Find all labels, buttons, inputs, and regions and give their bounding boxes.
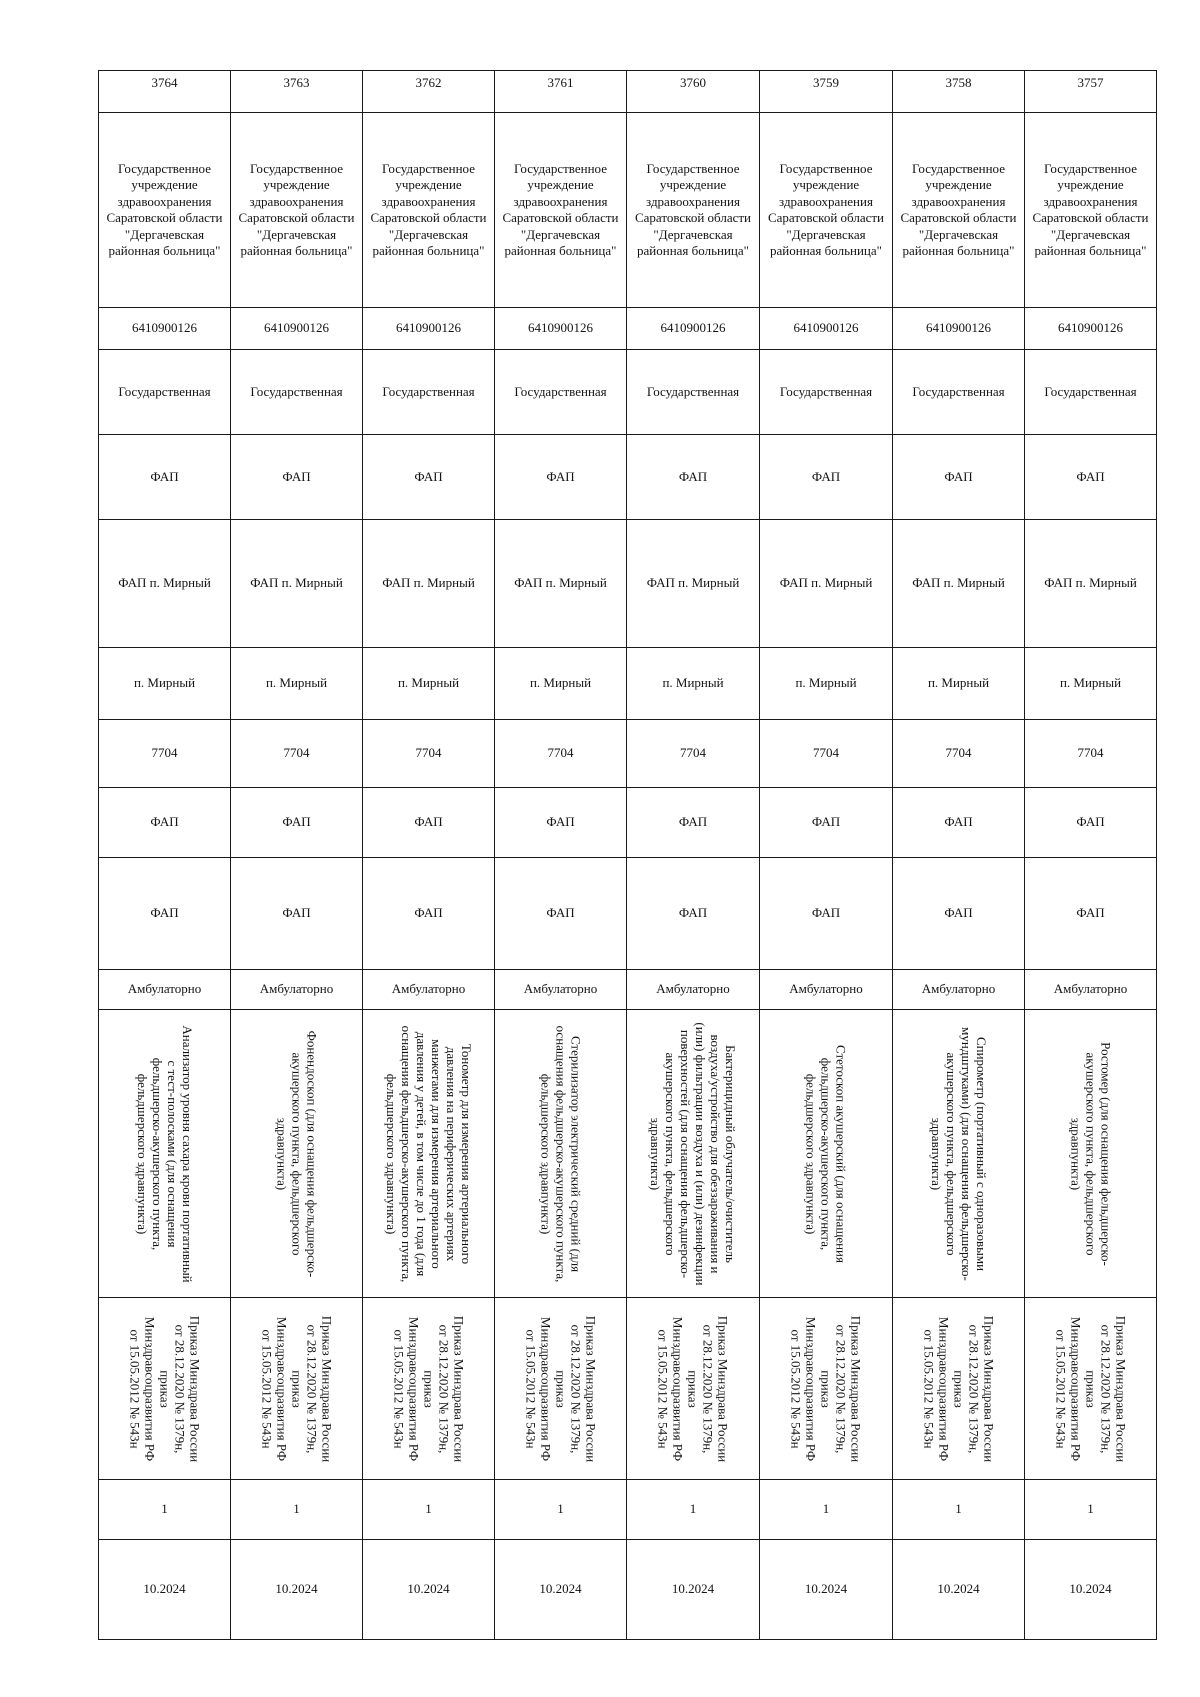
cell-facility-type: ФАП xyxy=(760,435,893,520)
cell-quantity: 1 xyxy=(1025,1480,1157,1540)
row-quantity xyxy=(99,1480,1157,1540)
cell-locality: п. Мирный xyxy=(363,648,495,720)
cell-unit: ФАП п. Мирный xyxy=(231,520,363,648)
row-locality xyxy=(99,648,1157,720)
equipment-table xyxy=(98,70,1157,1640)
cell-equipment xyxy=(893,1010,1025,1298)
row-facility-type xyxy=(99,435,1157,520)
cell-facility-type: ФАП xyxy=(495,435,627,520)
cell-care-form: Амбулаторно xyxy=(1025,970,1157,1010)
cell-organization: Государственное учреждение здравоохранения Саратовской области "Дергачевская районная больница" xyxy=(1025,113,1157,308)
cell-record-id: 3762 xyxy=(363,71,495,113)
cell-subunit: ФАП xyxy=(363,788,495,858)
cell-organization: Государственное учреждение здравоохранения Саратовской области "Дергачевская районная больница" xyxy=(495,113,627,308)
cell-organization: Государственное учреждение здравоохранения Саратовской области "Дергачевская районная больница" xyxy=(99,113,231,308)
cell-department: ФАП xyxy=(760,858,893,970)
cell-code: 7704 xyxy=(495,720,627,788)
cell-inn: 6410900126 xyxy=(99,308,231,350)
cell-department: ФАП xyxy=(231,858,363,970)
cell-regulation xyxy=(231,1298,363,1480)
cell-subunit: ФАП xyxy=(893,788,1025,858)
cell-equipment xyxy=(1025,1010,1157,1298)
cell-organization: Государственное учреждение здравоохранения Саратовской области "Дергачевская районная больница" xyxy=(760,113,893,308)
cell-equipment xyxy=(99,1010,231,1298)
cell-quantity: 1 xyxy=(363,1480,495,1540)
row-inn xyxy=(99,308,1157,350)
cell-organization: Государственное учреждение здравоохранения Саратовской области "Дергачевская районная больница" xyxy=(363,113,495,308)
cell-care-form: Амбулаторно xyxy=(363,970,495,1010)
cell-equipment xyxy=(495,1010,627,1298)
cell-record-id: 3764 xyxy=(99,71,231,113)
cell-facility-type: ФАП xyxy=(231,435,363,520)
cell-facility-type: ФАП xyxy=(893,435,1025,520)
row-department xyxy=(99,858,1157,970)
cell-inn: 6410900126 xyxy=(627,308,760,350)
cell-department: ФАП xyxy=(99,858,231,970)
cell-code: 7704 xyxy=(1025,720,1157,788)
cell-quantity: 1 xyxy=(893,1480,1025,1540)
cell-record-id: 3761 xyxy=(495,71,627,113)
cell-care-form: Амбулаторно xyxy=(893,970,1025,1010)
cell-subunit: ФАП xyxy=(1025,788,1157,858)
cell-code: 7704 xyxy=(627,720,760,788)
cell-record-id: 3759 xyxy=(760,71,893,113)
cell-subunit: ФАП xyxy=(495,788,627,858)
cell-date: 10.2024 xyxy=(363,1540,495,1640)
cell-locality: п. Мирный xyxy=(495,648,627,720)
regulation-text: Приказ Минздрава России от 28.12.2020 № 1379н, приказ Минздравсоцразвития РФ от 15.05.2012 № 543н xyxy=(259,1315,334,1462)
cell-unit: ФАП п. Мирный xyxy=(893,520,1025,648)
cell-department: ФАП xyxy=(893,858,1025,970)
regulation-text: Приказ Минздрава России от 28.12.2020 № 1379н, приказ Минздравсоцразвития РФ от 15.05.2012 № 543н xyxy=(1053,1315,1128,1462)
cell-locality: п. Мирный xyxy=(1025,648,1157,720)
cell-quantity: 1 xyxy=(760,1480,893,1540)
cell-department: ФАП xyxy=(495,858,627,970)
cell-regulation xyxy=(99,1298,231,1480)
equipment-text: Тонометр для измерения артериального давления на периферических артериях манжетами для измерения артериального давления у детей, в том числе до 1 года (для оснащения фельдшерско-акушерского пункта, фельдшерского здравпункта) xyxy=(383,1025,474,1282)
cell-regulation xyxy=(495,1298,627,1480)
cell-care-form: Амбулаторно xyxy=(99,970,231,1010)
cell-locality: п. Мирный xyxy=(760,648,893,720)
cell-facility-type: ФАП xyxy=(1025,435,1157,520)
equipment-text: Анализатор уровня сахара крови портативный с тест-полосками (для оснащения фельдшерско-акушерского пункта, фельдшерского здравпункта) xyxy=(134,1024,195,1283)
cell-regulation xyxy=(627,1298,760,1480)
cell-equipment xyxy=(231,1010,363,1298)
cell-inn: 6410900126 xyxy=(760,308,893,350)
regulation-text: Приказ Минздрава России от 28.12.2020 № 1379н, приказ Минздравсоцразвития РФ от 15.05.2012 № 543н xyxy=(391,1315,466,1462)
cell-organization: Государственное учреждение здравоохранения Саратовской области "Дергачевская районная больница" xyxy=(627,113,760,308)
cell-subunit: ФАП xyxy=(99,788,231,858)
equipment-text: Ростомер (для оснащения фельдшерско-акушерского пункта, фельдшерского здравпункта) xyxy=(1068,1041,1113,1266)
cell-code: 7704 xyxy=(231,720,363,788)
row-record-id xyxy=(99,71,1157,113)
cell-record-id: 3757 xyxy=(1025,71,1157,113)
cell-regulation xyxy=(363,1298,495,1480)
row-subunit xyxy=(99,788,1157,858)
row-code xyxy=(99,720,1157,788)
cell-unit: ФАП п. Мирный xyxy=(1025,520,1157,648)
cell-care-form: Амбулаторно xyxy=(495,970,627,1010)
cell-equipment xyxy=(627,1010,760,1298)
cell-subunit: ФАП xyxy=(760,788,893,858)
cell-inn: 6410900126 xyxy=(363,308,495,350)
cell-code: 7704 xyxy=(893,720,1025,788)
cell-ownership: Государственная xyxy=(495,350,627,435)
cell-date: 10.2024 xyxy=(893,1540,1025,1640)
regulation-text: Приказ Минздрава России от 28.12.2020 № 1379н, приказ Минздравсоцразвития РФ от 15.05.2012 № 543н xyxy=(655,1315,731,1462)
equipment-text: Стерилизатор электрический средний (для оснащения фельдшерско-акушерского пункта, фельдшерского здравпункта) xyxy=(538,1025,583,1282)
row-organization xyxy=(99,113,1157,308)
cell-date: 10.2024 xyxy=(495,1540,627,1640)
cell-date: 10.2024 xyxy=(1025,1540,1157,1640)
cell-organization: Государственное учреждение здравоохранения Саратовской области "Дергачевская районная больница" xyxy=(893,113,1025,308)
cell-date: 10.2024 xyxy=(627,1540,760,1640)
cell-record-id: 3763 xyxy=(231,71,363,113)
cell-ownership: Государственная xyxy=(1025,350,1157,435)
equipment-text: Спирометр (портативный с одноразовыми мундштуками) (для оснащения фельдшерско-акушерского пункта, фельдшерского здравпункта) xyxy=(928,1026,989,1281)
cell-regulation xyxy=(893,1298,1025,1480)
cell-subunit: ФАП xyxy=(231,788,363,858)
row-care-form xyxy=(99,970,1157,1010)
cell-inn: 6410900126 xyxy=(1025,308,1157,350)
cell-date: 10.2024 xyxy=(231,1540,363,1640)
cell-department: ФАП xyxy=(1025,858,1157,970)
regulation-text: Приказ Минздрава России от 28.12.2020 № 1379н, приказ Минздравсоцразвития РФ от 15.05.2012 № 543н xyxy=(788,1315,864,1462)
cell-unit: ФАП п. Мирный xyxy=(363,520,495,648)
equipment-text: Бактерицидный облучатель/очиститель воздуха/устройство для обеззараживания и (или) фильтрации воздуха и (или) дезинфекции поверхностей (для оснащения фельдшерско-акушерского пункта, фельдшерского здравпункта) xyxy=(648,1021,738,1286)
cell-facility-type: ФАП xyxy=(363,435,495,520)
cell-quantity: 1 xyxy=(627,1480,760,1540)
cell-locality: п. Мирный xyxy=(893,648,1025,720)
cell-facility-type: ФАП xyxy=(99,435,231,520)
cell-subunit: ФАП xyxy=(627,788,760,858)
cell-equipment xyxy=(760,1010,893,1298)
regulation-text: Приказ Минздрава России от 28.12.2020 № 1379н, приказ Минздравсоцразвития РФ от 15.05.2012 № 543н xyxy=(127,1315,202,1462)
cell-code: 7704 xyxy=(760,720,893,788)
equipment-text: Фонендоскоп (для оснащения фельдшерско-акушерского пункта, фельдшерского здравпункта) xyxy=(274,1030,319,1277)
cell-quantity: 1 xyxy=(99,1480,231,1540)
cell-inn: 6410900126 xyxy=(495,308,627,350)
cell-record-id: 3758 xyxy=(893,71,1025,113)
cell-ownership: Государственная xyxy=(760,350,893,435)
regulation-text: Приказ Минздрава России от 28.12.2020 № 1379н, приказ Минздравсоцразвития РФ от 15.05.2012 № 543н xyxy=(523,1315,598,1462)
cell-ownership: Государственная xyxy=(363,350,495,435)
cell-quantity: 1 xyxy=(231,1480,363,1540)
cell-ownership: Государственная xyxy=(231,350,363,435)
cell-inn: 6410900126 xyxy=(893,308,1025,350)
cell-organization: Государственное учреждение здравоохранения Саратовской области "Дергачевская районная больница" xyxy=(231,113,363,308)
cell-code: 7704 xyxy=(99,720,231,788)
cell-unit: ФАП п. Мирный xyxy=(99,520,231,648)
cell-regulation xyxy=(1025,1298,1157,1480)
row-date xyxy=(99,1540,1157,1640)
cell-ownership: Государственная xyxy=(99,350,231,435)
cell-department: ФАП xyxy=(627,858,760,970)
cell-department: ФАП xyxy=(363,858,495,970)
cell-regulation xyxy=(760,1298,893,1480)
cell-unit: ФАП п. Мирный xyxy=(495,520,627,648)
row-equipment xyxy=(99,1010,1157,1298)
cell-inn: 6410900126 xyxy=(231,308,363,350)
cell-locality: п. Мирный xyxy=(627,648,760,720)
row-unit xyxy=(99,520,1157,648)
cell-date: 10.2024 xyxy=(99,1540,231,1640)
equipment-text: Стетоскоп акушерский (для оснащения фельдшерско-акушерского пункта, фельдшерского здравпункта) xyxy=(803,1044,849,1263)
cell-locality: п. Мирный xyxy=(99,648,231,720)
cell-ownership: Государственная xyxy=(627,350,760,435)
cell-care-form: Амбулаторно xyxy=(231,970,363,1010)
cell-equipment xyxy=(363,1010,495,1298)
row-ownership xyxy=(99,350,1157,435)
cell-unit: ФАП п. Мирный xyxy=(627,520,760,648)
row-regulation xyxy=(99,1298,1157,1480)
cell-unit: ФАП п. Мирный xyxy=(760,520,893,648)
cell-date: 10.2024 xyxy=(760,1540,893,1640)
cell-code: 7704 xyxy=(363,720,495,788)
cell-care-form: Амбулаторно xyxy=(627,970,760,1010)
cell-record-id: 3760 xyxy=(627,71,760,113)
cell-care-form: Амбулаторно xyxy=(760,970,893,1010)
cell-quantity: 1 xyxy=(495,1480,627,1540)
regulation-text: Приказ Минздрава России от 28.12.2020 № 1379н, приказ Минздравсоцразвития РФ от 15.05.2012 № 543н xyxy=(921,1315,996,1462)
cell-facility-type: ФАП xyxy=(627,435,760,520)
cell-ownership: Государственная xyxy=(893,350,1025,435)
cell-locality: п. Мирный xyxy=(231,648,363,720)
